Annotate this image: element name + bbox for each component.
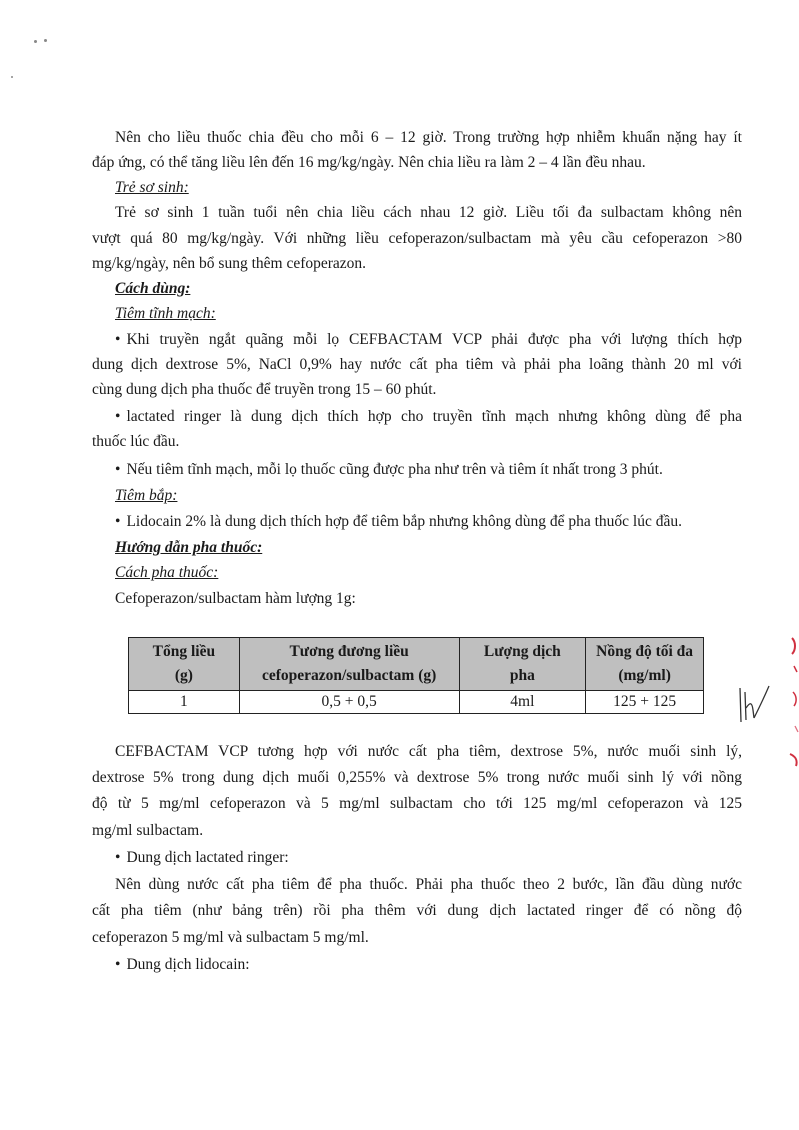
paragraph-line: cefoperazon 5 mg/ml và sulbactam 5 mg/ml. — [92, 929, 369, 946]
im-heading: Tiêm bắp: — [115, 487, 178, 504]
bullet-line: • Lidocain 2% là dung dịch thích hợp để tiêm bắp nhưng không dùng để pha thuốc lúc đầu. — [115, 512, 682, 532]
table-header-cell: Nồng độ tối đa (mg/ml) — [586, 638, 704, 691]
table-cell: 1 — [129, 691, 240, 714]
iv-heading: Tiêm tĩnh mạch: — [115, 305, 216, 322]
paragraph-line: dung dịch dextrose 5%, NaCl 0,9% hay nước cất pha tiêm và phải pha loãng thành 20 ml với — [92, 356, 742, 373]
paragraph-line: mg/kg/ngày, nên bổ sung thêm cefoperazon. — [92, 255, 367, 272]
stamp-edge-mark — [780, 630, 799, 780]
scan-speck — [11, 76, 13, 78]
scan-speck — [44, 39, 47, 42]
paragraph-line: vượt quá 80 mg/kg/ngày. Với những liều cefoperazon/sulbactam mà yêu cầu cefoperazon >80 — [92, 230, 742, 247]
paragraph-line: mg/ml sulbactam. — [92, 822, 204, 839]
scan-speck — [34, 40, 37, 43]
paragraph-line: cùng dung dịch pha thuốc để truyền trong 15 – 60 phút. — [92, 381, 437, 398]
table-header-row — [129, 638, 704, 691]
bullet-line: • lactated ringer là dung dịch thích hợp cho truyền tĩnh mạch nhưng không dùng để pha — [115, 407, 742, 427]
newborn-heading: Trẻ sơ sinh: — [115, 179, 189, 196]
paragraph-line: cất pha tiêm (như bảng trên) rồi pha thêm với dung dịch lactated ringer để có nồng độ — [92, 902, 742, 919]
prep-heading: Hướng dẫn pha thuốc: — [115, 539, 263, 556]
paragraph-line: dextrose 5% trong dung dịch muối 0,255% và dextrose 5% trong nước muối sinh lý với nồng — [92, 769, 742, 786]
usage-heading: Cách dùng: — [115, 280, 191, 297]
paragraph-line: độ từ 5 mg/ml cefoperazon và 5 mg/ml sulbactam cho tới 125 mg/ml cefoperazon và 125 — [92, 795, 742, 812]
paragraph-line: thuốc lúc đầu. — [92, 433, 180, 450]
paragraph-line: Nên cho liều thuốc chia đều cho mỗi 6 – 12 giờ. Trong trường hợp nhiễm khuẩn nặng hay ít — [115, 129, 742, 146]
paragraph-line: Trẻ sơ sinh 1 tuần tuổi nên chia liều cách nhau 12 giờ. Liều tối đa sulbactam không nên — [115, 204, 742, 221]
table-header-cell: Lượng dịch pha — [459, 638, 586, 691]
paragraph-line: Nên dùng nước cất pha tiêm để pha thuốc. Phải pha thuốc theo 2 bước, lần đầu dùng nước — [115, 876, 742, 893]
table-row — [129, 691, 704, 714]
table-header-cell: Tương đương liều cefoperazon/sulbactam (g) — [239, 638, 459, 691]
bullet-line: • Dung dịch lactated ringer: — [115, 848, 289, 868]
bullet-line: • Nếu tiêm tĩnh mạch, mỗi lọ thuốc cũng được pha như trên và tiêm ít nhất trong 3 phút. — [115, 460, 663, 480]
bullet-line: • Khi truyền ngắt quãng mỗi lọ CEFBACTAM VCP phải được pha với lượng thích hợp — [115, 330, 742, 350]
table-cell: 4ml — [459, 691, 586, 714]
paragraph-line: CEFBACTAM VCP tương hợp với nước cất pha tiêm, dextrose 5%, nước muối sinh lý, — [115, 743, 742, 760]
table-header-cell: Tổng liều (g) — [129, 638, 240, 691]
method-heading: Cách pha thuốc: — [115, 564, 219, 581]
paragraph-line: đáp ứng, có thể tăng liều lên đến 16 mg/kg/ngày. Nên chia liều ra làm 2 – 4 lần đều nhau. — [92, 154, 646, 171]
table-cell: 0,5 + 0,5 — [239, 691, 459, 714]
handwritten-initials-mark — [736, 682, 772, 730]
bullet-line: • Dung dịch lidocain: — [115, 955, 250, 975]
dosage-table — [128, 637, 704, 714]
content-line: Cefoperazon/sulbactam hàm lượng 1g: — [115, 590, 356, 607]
table-cell: 125 + 125 — [586, 691, 704, 714]
